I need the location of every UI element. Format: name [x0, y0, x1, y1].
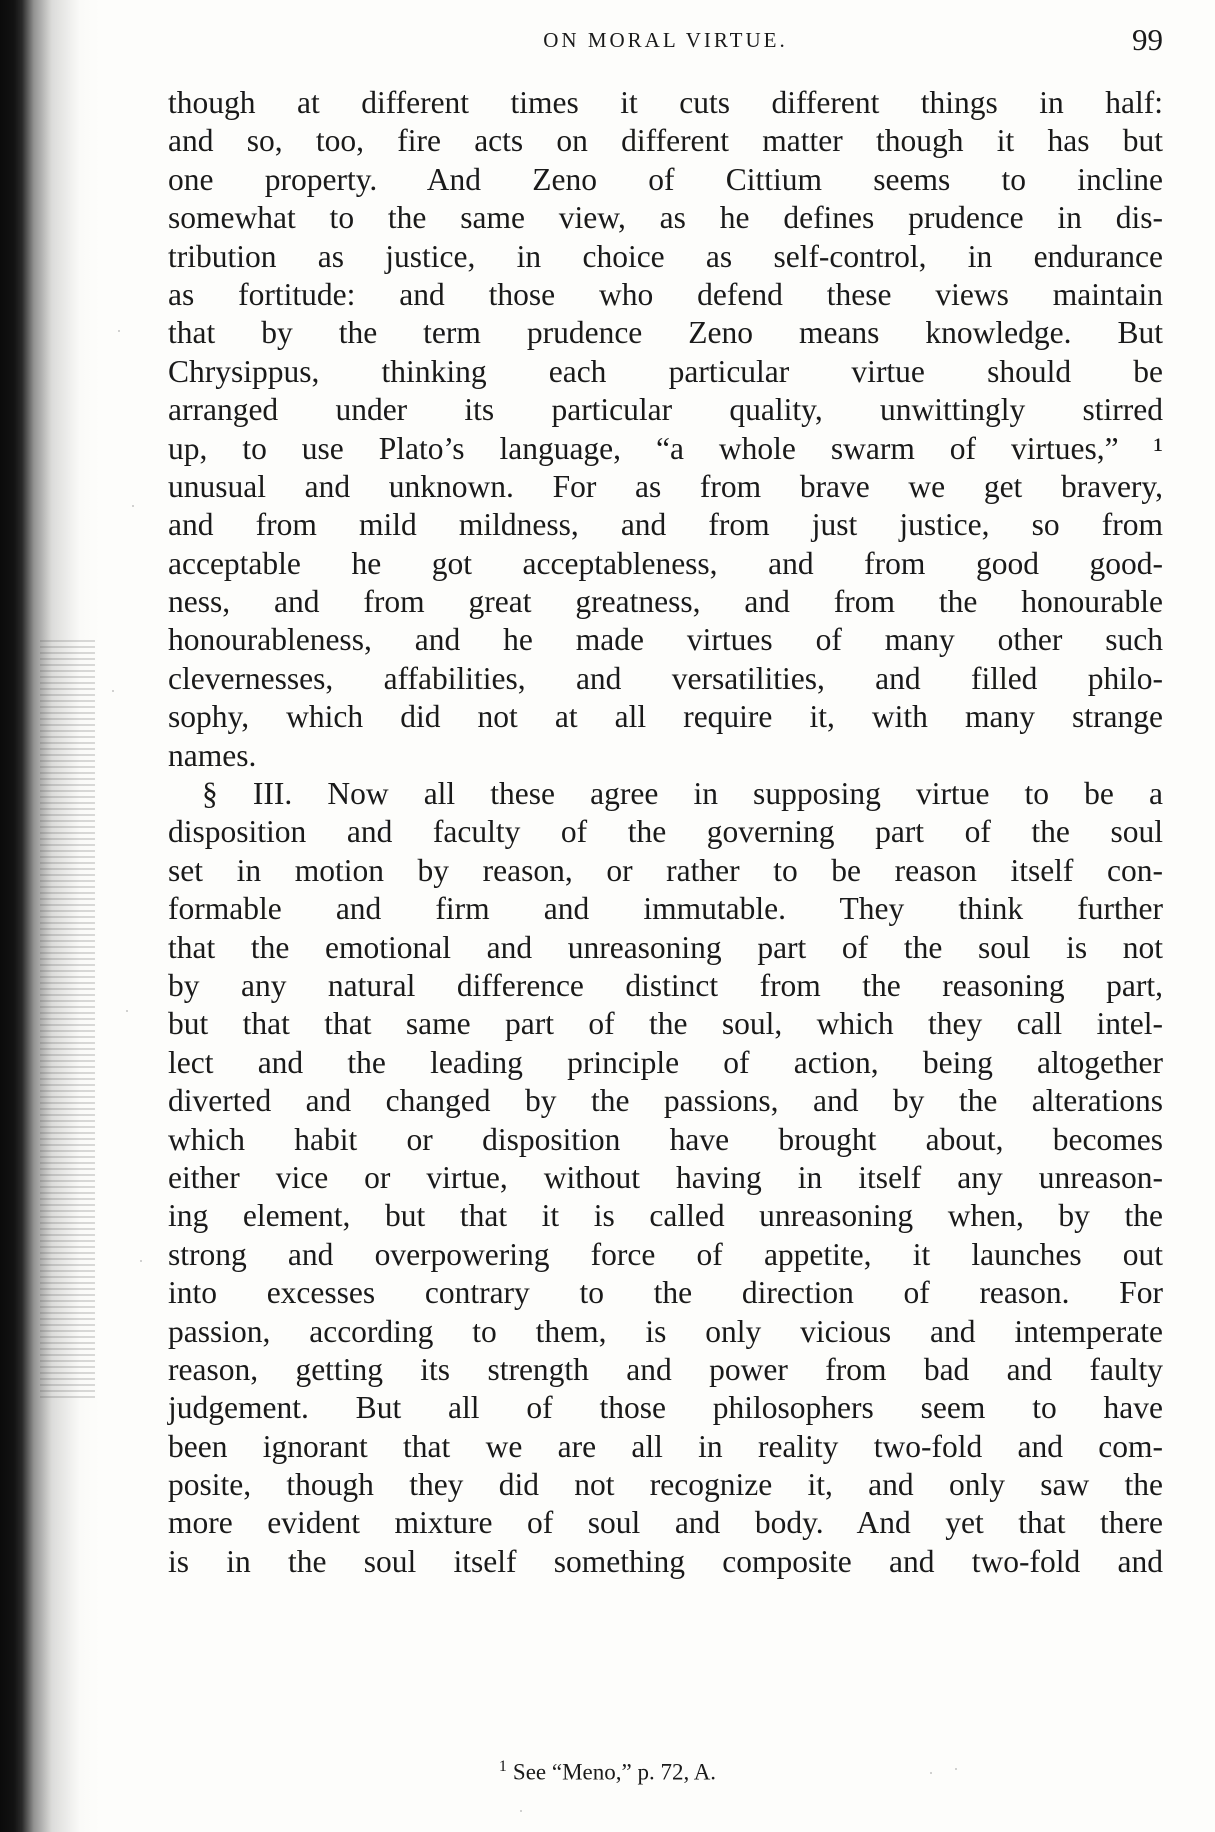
scan-speck [520, 1810, 522, 1812]
text-line: either vice or virtue, without having in itself any unreason- [168, 1159, 1163, 1195]
scan-speck [132, 505, 134, 507]
text-line: as fortitude: and those who defend these views maintain [168, 276, 1163, 312]
text-line: acceptable he got acceptableness, and from good good- [168, 545, 1163, 581]
text-line: lect and the leading principle of action, being altogether [168, 1044, 1163, 1080]
text-line: strong and overpowering force of appetite, it launches out [168, 1236, 1163, 1272]
text-line: up, to use Plato’s language, “a whole swarm of virtues,” ¹ [168, 430, 1163, 466]
text-line: into excesses contrary to the direction of reason. For [168, 1275, 1163, 1311]
scan-speck [930, 1772, 932, 1774]
text-line: that by the term prudence Zeno means knowledge. But [168, 315, 1163, 351]
page-header [168, 22, 1163, 62]
text-line: tribution as justice, in choice as self-control, in endurance [168, 238, 1163, 274]
text-line: judgement. But all of those philosophers seem to have [168, 1390, 1163, 1426]
footnote [0, 1758, 1215, 1786]
text-line: reason, getting its strength and power from bad and faulty [168, 1351, 1163, 1387]
section-start-line: § III. Now all these agree in supposing virtue to be a [202, 776, 1163, 812]
running-head: ON MORAL VIRTUE. [543, 28, 788, 52]
text-line: that the emotional and unreasoning part of the soul is not [168, 929, 1163, 965]
scan-speck [140, 1260, 142, 1262]
text-line: is in the soul itself something composite and two-fold and [168, 1543, 1163, 1579]
text-line: been ignorant that we are all in reality two-fold and com- [168, 1428, 1163, 1464]
footnote-marker: 1 [498, 1758, 507, 1775]
text-line: honourableness, and he made virtues of many other such [168, 622, 1163, 658]
text-line: disposition and faculty of the governing part of the soul [168, 814, 1163, 850]
text-line: by any natural difference distinct from the reasoning part, [168, 967, 1163, 1003]
page-number: 99 [1132, 22, 1163, 57]
binding-speckle [40, 640, 95, 1400]
text-line: set in motion by reason, or rather to be reason itself con- [168, 852, 1163, 888]
text-line: diverted and changed by the passions, and by the alterations [168, 1083, 1163, 1119]
text-line: one property. And Zeno of Cittium seems to incline [168, 161, 1163, 197]
text-line: and so, too, fire acts on different matter though it has but [168, 123, 1163, 159]
scan-speck [112, 690, 114, 692]
text-line: formable and firm and immutable. They think further [168, 891, 1163, 927]
footnote-text: See “Meno,” p. 72, A. [512, 1759, 717, 1785]
text-line: posite, though they did not recognize it, and only saw the [168, 1467, 1163, 1503]
text-line: ness, and from great greatness, and from the honourable [168, 584, 1163, 620]
text-line: names. [168, 737, 257, 773]
text-line: sophy, which did not at all require it, with many strange [168, 699, 1163, 735]
text-line: more evident mixture of soul and body. And yet that there [168, 1505, 1163, 1541]
text-line: but that that same part of the soul, which they call intel- [168, 1006, 1163, 1042]
text-line: which habit or disposition have brought about, becomes [168, 1121, 1163, 1157]
text-line: somewhat to the same view, as he defines prudence in dis- [168, 200, 1163, 236]
text-line: Chrysippus, thinking each particular virtue should be [168, 353, 1163, 389]
text-line: clevernesses, affabilities, and versatilities, and filled philo- [168, 660, 1163, 696]
text-line: passion, according to them, is only vicious and intemperate [168, 1313, 1163, 1349]
body-text [168, 84, 1163, 1581]
scan-speck [126, 1010, 128, 1012]
text-line: ing element, but that it is called unreasoning when, by the [168, 1198, 1163, 1234]
scan-speck [118, 330, 120, 332]
text-line: though at different times it cuts different things in half: [168, 85, 1163, 120]
text-line: arranged under its particular quality, unwittingly stirred [168, 392, 1163, 428]
scan-speck [955, 1768, 957, 1770]
text-line: unusual and unknown. For as from brave we get bravery, [168, 468, 1163, 504]
text-line: and from mild mildness, and from just justice, so from [168, 507, 1163, 543]
